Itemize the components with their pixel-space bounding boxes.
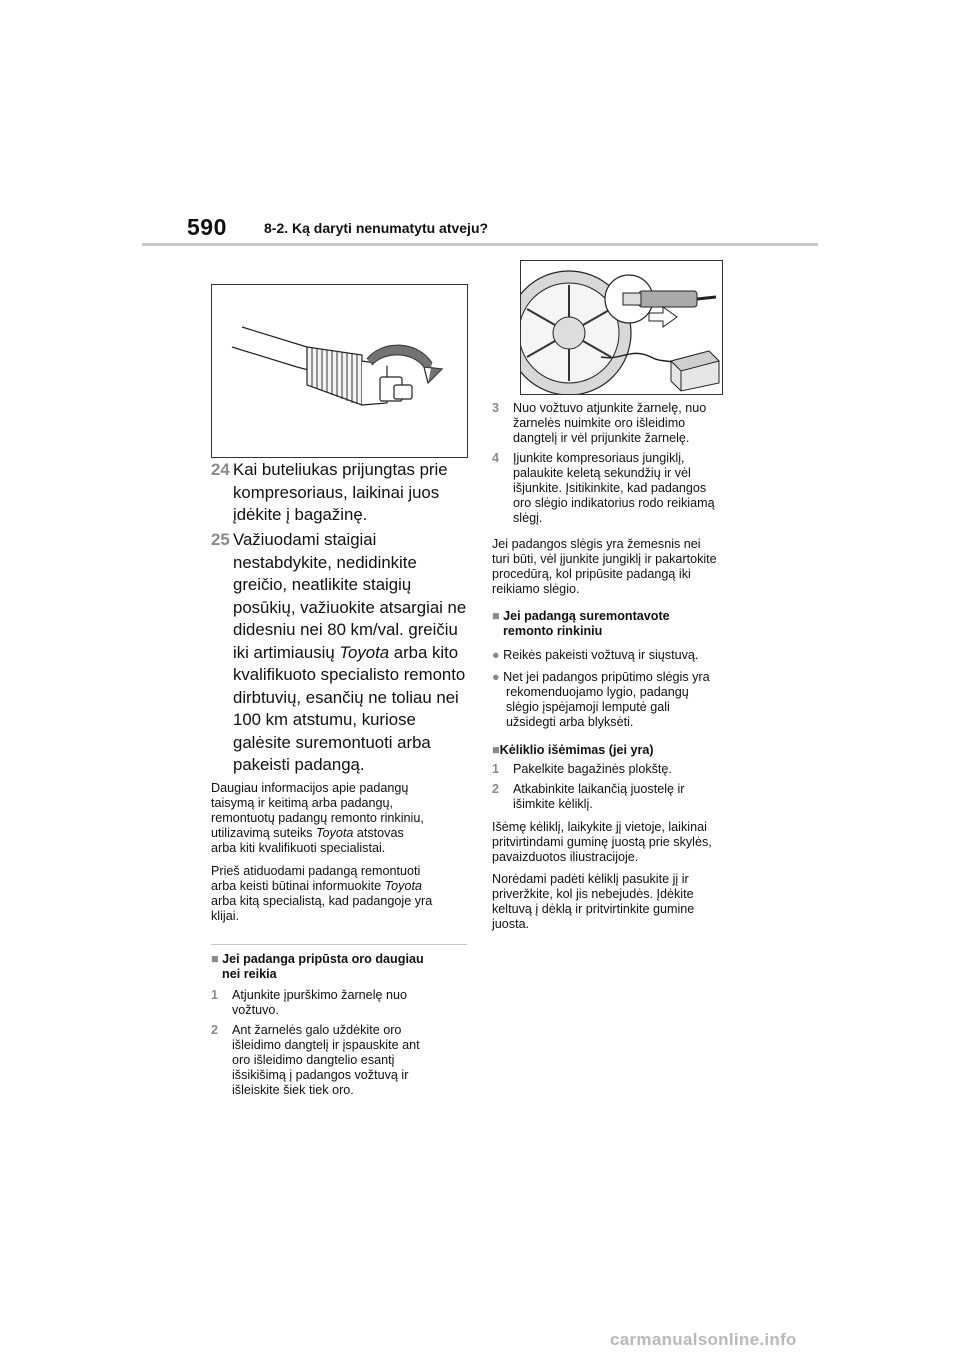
tire-compressor-illustration <box>520 260 723 395</box>
sub-step-1 <box>211 988 407 1018</box>
paragraph-line: pritvirtindami guminę juostą prie skylės, <box>492 835 712 849</box>
step-24 <box>211 459 471 527</box>
paragraph-line <box>211 826 424 841</box>
bullet-text-line: Reikės pakeisti vožtuvą ir siųstuvą. <box>503 648 699 662</box>
square-bullet-icon: ■ <box>211 952 219 966</box>
text-fragment: arba kito <box>389 642 459 662</box>
paragraph-line: Išėmę kėliklį, laikykite jį vietoje, laikinai <box>492 820 707 834</box>
step-number: 1 <box>492 762 500 776</box>
paragraph-line: keltuvą į dėklą ir pritvirtinkite gumine <box>492 902 695 916</box>
step-text-line: išleiskite šiek tiek oro. <box>232 1083 354 1097</box>
step-number: 24 <box>211 460 230 479</box>
step-text-line <box>211 642 473 665</box>
brand-name: Toyota <box>339 642 390 662</box>
jack-step-2 <box>492 782 685 812</box>
paragraph-line: taisymą ir keitimą arba padangų, <box>211 796 394 810</box>
step-text-line: įdėkite į bagažinę. <box>233 505 368 524</box>
paragraph-line: reikiamo slėgio. <box>492 582 580 596</box>
step-text-line: Ant žarnelės galo uždėkite oro <box>232 1023 402 1037</box>
step-text-line: vožtuvo. <box>232 1003 279 1017</box>
bullet-item <box>492 648 698 663</box>
step-number: 2 <box>211 1023 219 1037</box>
step-3 <box>492 401 706 446</box>
paragraph-line: klijai. <box>211 909 239 923</box>
step-text-line: palaukite keletą sekundžių ir vėl <box>513 466 691 480</box>
step-number: 4 <box>492 451 500 465</box>
paragraph-line <box>211 879 432 894</box>
step-text-line: dirbtuvių, esančių ne toliau nei <box>233 687 459 707</box>
brand-name: Toyota <box>384 879 422 893</box>
bullet-text-line: slėgio įspėjamoji lemputė gali <box>506 700 670 714</box>
step-text-line: išsikišimą į padangos vožtuvą ir <box>232 1068 409 1082</box>
step-25 <box>211 529 473 777</box>
step-text-line: dangtelį ir vėl prijunkite žarnelę. <box>513 431 690 445</box>
section-heading-jack <box>492 743 654 758</box>
text-fragment: arba keisti būtinai informuokite <box>211 879 385 893</box>
step-text-line: greičio, neatlikite staigių <box>233 575 412 594</box>
step-text-line: kvalifikuoto specialisto remonto <box>233 665 466 684</box>
pressure-paragraph <box>492 537 717 597</box>
step-text-line: nestabdykite, nedidinkite <box>233 552 417 572</box>
bullet-item <box>492 670 710 730</box>
step-text-line: žarnelės nuimkite oro išleidimo <box>513 416 686 430</box>
info-paragraph <box>211 781 424 856</box>
paragraph-line: procedūrą, kol pripūsite padangą iki <box>492 567 691 581</box>
square-bullet-icon: ■ <box>492 743 500 757</box>
step-text-line: Nuo vožtuvo atjunkite žarnelę, nuo <box>513 401 707 415</box>
step-text-line: oro išleidimo dangtelio esantį <box>232 1053 395 1067</box>
paragraph-line: arba kitą specialistą, kad padangoje yra <box>211 894 433 908</box>
text-fragment: utilizavimą suteiks <box>211 826 316 840</box>
circle-bullet-icon: ● <box>492 648 500 662</box>
paragraph-line: Jei padangos slėgis yra žemesnis nei <box>492 537 701 551</box>
paragraph-line: Daugiau informacijos apie padangų <box>211 781 409 795</box>
heading-line: Jei padangą suremontavote <box>503 609 670 623</box>
watermark-link[interactable]: carmanualsonline.info <box>610 1330 797 1349</box>
header-divider <box>142 243 818 246</box>
step-text-line: slėgį. <box>513 511 543 525</box>
paragraph-line: turi būti, vėl įjunkite jungiklį ir pakartokite <box>492 552 717 566</box>
notice-paragraph <box>211 864 432 924</box>
paragraph-line: Prieš atiduodami padangą remontuoti <box>211 864 421 878</box>
section-heading-repaired <box>492 609 670 639</box>
step-number: 25 <box>211 530 230 549</box>
hose-connector-illustration <box>211 284 468 458</box>
step-number: 1 <box>211 988 219 1002</box>
circle-bullet-icon: ● <box>492 670 500 684</box>
step-text-line: didesniu nei 80 km/val. greičiu <box>233 620 458 639</box>
brand-name: Toyota <box>315 826 354 840</box>
heading-line: nei reikia <box>222 967 277 981</box>
step-number: 2 <box>492 782 500 796</box>
step-text-line: posūkių, važiuokite atsargiai ne <box>233 597 467 617</box>
jack-storage-paragraph <box>492 820 712 865</box>
text-fragment: iki artimiausių <box>233 642 340 662</box>
step-text-line: Kai buteliukas prijungtas prie <box>233 460 448 479</box>
step-text-line: galėsite suremontuoti arba <box>233 732 431 752</box>
sub-step-2 <box>211 1023 420 1098</box>
heading-line: remonto rinkiniu <box>503 624 603 638</box>
heading-line: Kėliklio išėmimas (jei yra) <box>499 743 654 757</box>
hose-connector-drawing <box>212 285 467 457</box>
chapter-title: 8-2. Ką daryti nenumatytu atveju? <box>264 220 489 236</box>
section-divider <box>211 944 467 945</box>
square-bullet-icon: ■ <box>492 609 500 623</box>
tire-compressor-drawing <box>521 261 722 394</box>
step-4 <box>492 451 715 526</box>
step-number: 3 <box>492 401 500 415</box>
step-text-line: kompresoriaus, laikinai juos <box>233 482 440 502</box>
paragraph-line: priveržkite, kol jis nebejudės. Įdėkite <box>492 887 694 901</box>
step-text-line: išimkite kėliklį. <box>513 797 593 811</box>
heading-line: Jei padanga pripūsta oro daugiau <box>222 952 424 966</box>
step-text-line: Atjunkite įpurškimo žarnelę nuo <box>232 988 408 1002</box>
step-text-line: pakeisti padangą. <box>233 755 365 774</box>
bullet-text-line: rekomenduojamo lygio, padangų <box>506 685 689 699</box>
step-text-line: 100 km atstumu, kuriose <box>233 710 416 729</box>
step-text-line: Įjunkite kompresoriaus jungiklį, <box>513 451 685 465</box>
paragraph-line: Norėdami padėti kėliklį pasukite jį ir <box>492 872 689 886</box>
step-text-line: Važiuodami staigiai <box>233 530 377 549</box>
text-fragment: atstovas <box>353 826 404 840</box>
step-text-line: oro slėgio indikatorius rodo reikiamą <box>513 496 715 510</box>
step-text-line: Atkabinkite laikančią juostelę ir <box>513 782 685 796</box>
step-text-line: išjunkite. Įsitikinkite, kad padangos <box>513 481 707 495</box>
paragraph-line: juosta. <box>492 917 530 931</box>
jack-replace-paragraph <box>492 872 694 932</box>
bullet-text-line: užsidegti arba blyksėti. <box>506 715 634 729</box>
jack-step-1 <box>492 762 672 777</box>
step-text-line: Pakelkite bagažinės plokštę. <box>513 762 672 776</box>
step-text-line: išleidimo dangtelį ir įspauskite ant <box>232 1038 420 1052</box>
page-number: 590 <box>187 214 227 240</box>
paragraph-line: remontuotų padangų remonto rinkiniu, <box>211 811 424 825</box>
paragraph-line: arba kiti kvalifikuoti specialistai. <box>211 841 386 855</box>
paragraph-line: pavaizduotos iliustracijoje. <box>492 850 639 864</box>
section-heading-overinflated <box>211 952 424 982</box>
bullet-text-line: Net jei padangos pripūtimo slėgis yra <box>503 670 710 684</box>
